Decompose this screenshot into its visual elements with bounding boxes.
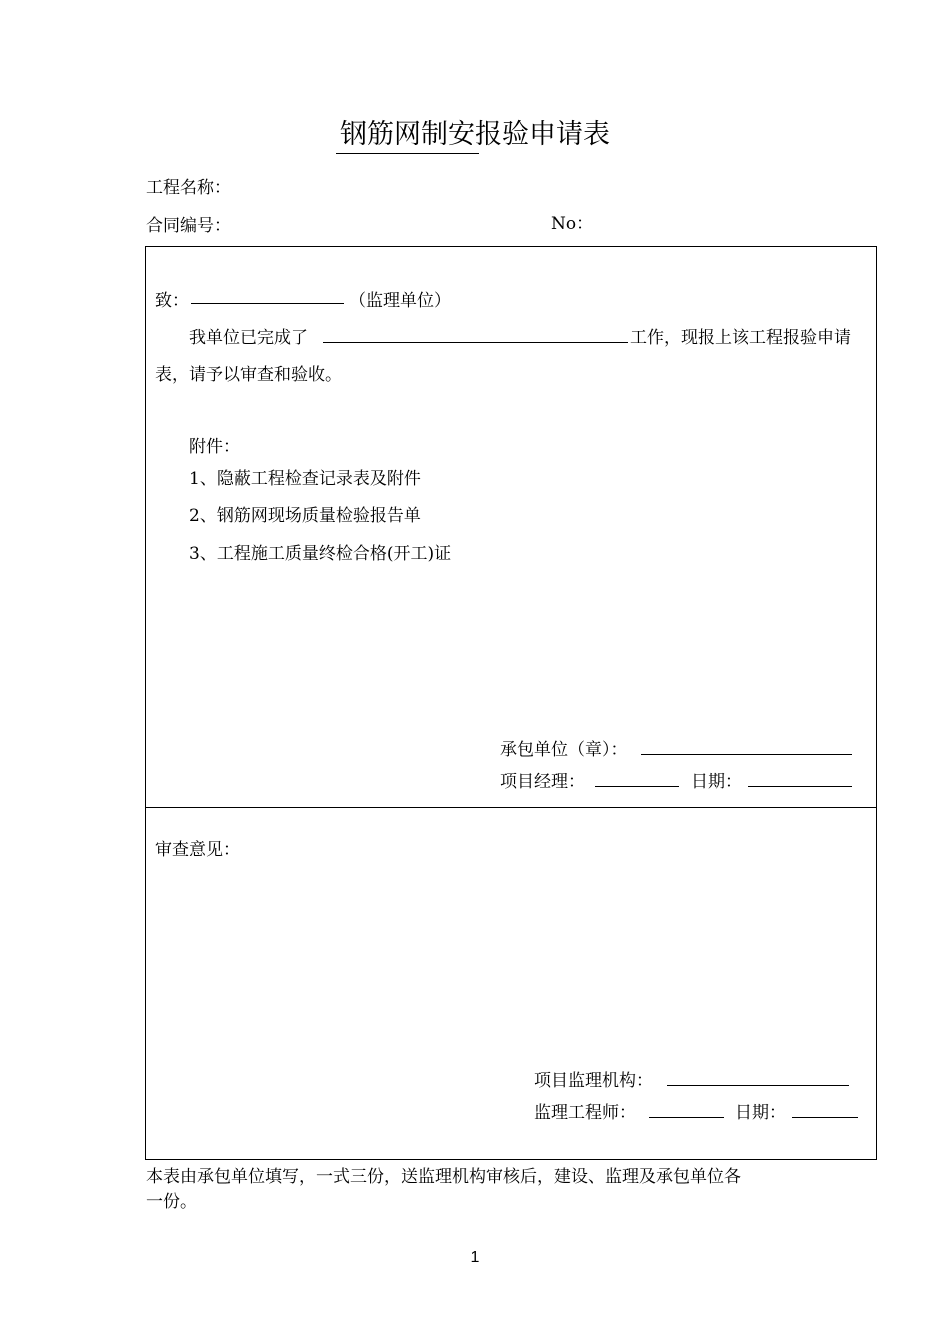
review-date-field[interactable] — [792, 1117, 858, 1118]
no-label: No： — [551, 214, 594, 234]
title-underline — [336, 153, 479, 154]
attachment-item: 1、隐蔽工程检查记录表及附件 — [189, 469, 421, 489]
date-label: 日期： — [691, 772, 742, 792]
footer-note-line1: 本表由承包单位填写，一式三份，送监理机构审核后，建设、监理及承包单位各 — [146, 1167, 741, 1187]
supervision-org-label: 项目监理机构： — [534, 1071, 653, 1091]
page-title: 钢筋网制安报验申请表 — [340, 119, 610, 150]
to-field[interactable] — [191, 303, 344, 304]
review-date-label: 日期： — [735, 1103, 786, 1123]
contractor-field[interactable] — [641, 754, 852, 755]
review-opinion-label: 审查意见： — [155, 840, 240, 860]
pm-label: 项目经理： — [500, 772, 585, 792]
attachment-item: 2、钢筋网现场质量检验报告单 — [189, 506, 421, 526]
attachment-item: 3、工程施工质量终检合格(开工)证 — [189, 544, 452, 564]
supervisor-unit-label: （监理单位） — [349, 291, 451, 311]
engineer-label: 监理工程师： — [534, 1103, 636, 1123]
supervision-org-field[interactable] — [667, 1085, 849, 1086]
to-label: 致： — [155, 291, 189, 311]
work-field[interactable] — [323, 342, 628, 343]
completed-suffix: 工作，现报上该工程报验申请 — [630, 328, 851, 348]
completed-prefix: 我单位已完成了 — [189, 328, 308, 348]
page-number: 1 — [470, 1249, 480, 1266]
completed-line2: 表，请予以审查和验收。 — [155, 365, 342, 385]
date-field[interactable] — [748, 786, 852, 787]
pm-field[interactable] — [595, 786, 679, 787]
contract-no-label: 合同编号： — [146, 216, 231, 236]
engineer-field[interactable] — [649, 1117, 724, 1118]
contractor-label: 承包单位（章）： — [500, 740, 628, 760]
footer-note-line2: 一份。 — [146, 1192, 197, 1212]
attachments-label: 附件： — [189, 437, 240, 457]
project-name-label: 工程名称： — [146, 178, 231, 198]
